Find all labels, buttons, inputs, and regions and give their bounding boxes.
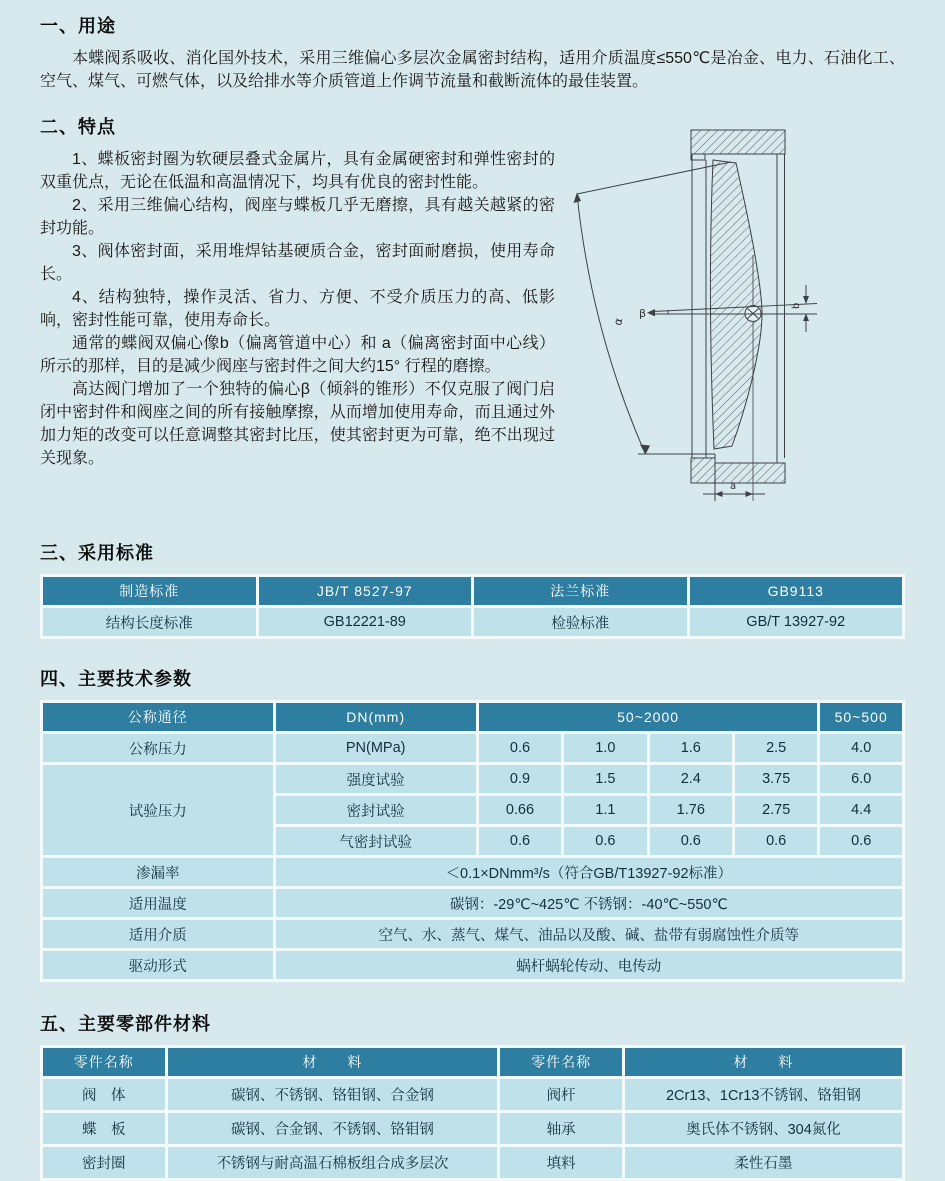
param-sub-cell: 强度试验 [276,765,476,793]
param-wide-cell: 空气、水、蒸气、煤气、油品以及酸、碱、盐带有弱腐蚀性介质等 [276,920,902,948]
table-row [43,1113,902,1144]
param-header-cell: 50~2000 [479,703,818,731]
param-value-cell: 0.6 [479,734,561,762]
table-row [43,734,902,762]
standards-cell: GB/T 13927-92 [690,608,903,636]
param-sub-cell: 密封试验 [276,796,476,824]
materials-heading: 五、主要零部件材料 [40,1014,211,1034]
alpha-label: α [611,316,626,327]
materials-header-cell: 零件名称 [500,1048,622,1076]
pipe-wall-bottom [691,458,785,483]
param-wide-cell: 蜗杆蜗轮传动、电传动 [276,951,902,979]
feature-paragraph: 2、采用三维偏心结构，阀座与蝶板几乎无磨擦，具有越关越紧的密封功能。 [40,197,555,237]
param-value-cell: 1.1 [564,796,646,824]
table-row [43,1048,902,1076]
materials-cell: 密封圈 [43,1147,165,1178]
table-row [43,951,902,979]
standards-header-cell: 制造标准 [43,577,256,605]
feature-paragraph: 1、蝶板密封圈为软硬层叠式金属片，具有金属硬密封和弹性密封的双重优点，无论在低温和高温情况下，均具有优良的密封性能。 [40,151,555,191]
table-row [43,703,902,731]
feature-paragraph: 通常的蝶阀双偏心像b（偏离管道中心）和 a（偏离密封面中心线）所示的那样，目的是减少阀座与密封件之间大约15° 行程的磨擦。 [40,335,555,375]
features-text [40,148,555,470]
materials-cell: 蝶 板 [43,1113,165,1144]
standards-cell: GB12221-89 [259,608,472,636]
param-label-cell: 驱动形式 [43,951,273,979]
param-header-cell: DN(mm) [276,703,476,731]
usage-heading: 一、用途 [40,16,116,36]
valve-cross-section-diagram [563,115,945,515]
table-row [43,889,902,917]
standards-heading: 三、采用标准 [40,543,154,563]
materials-header-cell: 材 料 [625,1048,902,1076]
param-sub-cell: PN(MPa) [276,734,476,762]
param-wide-cell: 碳钢：-29℃~425℃ 不锈钢：-40℃~550℃ [276,889,902,917]
feature-paragraph: 高达阀门增加了一个独特的偏心β（倾斜的锥形）不仅克服了阀门启闭中密封件和阀座之间的所有接触摩擦，从而增加使用寿命，而且通过外加力矩的改变可以任意调整其密封比压，使其密封更为可靠，绝不出现过关现象。 [40,381,555,467]
table-row [43,608,902,636]
beta-label: β [639,307,647,320]
feature-paragraph: 4、结构独特，操作灵活、省力、方便、不受介质压力的高、低影响，密封性能可靠，使用寿命长。 [40,289,555,329]
param-value-cell: 0.6 [820,827,902,855]
param-label-cell: 渗漏率 [43,858,273,886]
param-value-cell: 3.75 [735,765,817,793]
param-label-cell: 公称压力 [43,734,273,762]
param-wide-cell: ＜0.1×DNmm³/s（符合GB/T13927-92标准） [276,858,902,886]
materials-cell: 阀 体 [43,1079,165,1110]
param-sub-cell: 气密封试验 [276,827,476,855]
param-value-cell: 0.6 [479,827,561,855]
section-standards [40,539,905,639]
materials-cell: 奥氏体不锈钢、304氮化 [625,1113,902,1144]
param-value-cell: 0.6 [735,827,817,855]
param-value-cell: 0.66 [479,796,561,824]
param-value-cell: 4.0 [820,734,902,762]
table-row [43,1147,902,1178]
table-row [43,765,902,793]
features-heading: 二、特点 [40,117,116,137]
param-value-cell: 1.5 [564,765,646,793]
standards-cell: 结构长度标准 [43,608,256,636]
materials-cell: 2Cr13、1Cr13不锈钢、铬钼钢 [625,1079,902,1110]
parameters-heading: 四、主要技术参数 [40,669,192,689]
param-label-cell: 试验压力 [43,765,273,855]
materials-table [40,1045,905,1181]
section-usage [40,12,905,93]
standards-header-cell: GB9113 [690,577,903,605]
materials-cell: 碳钢、合金钢、不锈钢、铬钼钢 [168,1113,498,1144]
param-value-cell: 1.76 [650,796,732,824]
param-value-cell: 2.4 [650,765,732,793]
param-label-cell: 适用温度 [43,889,273,917]
param-value-cell: 2.5 [735,734,817,762]
param-label-cell: 适用介质 [43,920,273,948]
param-value-cell: 0.6 [564,827,646,855]
section-parameters [40,665,905,982]
materials-cell: 柔性石墨 [625,1147,902,1178]
a-label: a [730,481,737,492]
b-label: b [791,302,802,309]
section-materials [40,1010,905,1181]
pipe-wall-top [691,130,785,154]
standards-table [40,574,905,639]
table-row [43,858,902,886]
param-value-cell: 1.0 [564,734,646,762]
valve-disc [710,160,762,449]
param-value-cell: 0.6 [650,827,732,855]
param-value-cell: 0.9 [479,765,561,793]
param-value-cell: 2.75 [735,796,817,824]
table-row [43,920,902,948]
table-row [43,1079,902,1110]
param-value-cell: 4.4 [820,796,902,824]
parameters-table [40,700,905,982]
materials-cell: 不锈钢与耐高温石棉板组合成多层次 [168,1147,498,1178]
standards-cell: 检验标准 [474,608,687,636]
materials-header-cell: 材 料 [168,1048,498,1076]
param-value-cell: 6.0 [820,765,902,793]
materials-cell: 阀杆 [500,1079,622,1110]
param-header-cell: 50~500 [820,703,902,731]
standards-header-cell: 法兰标准 [474,577,687,605]
table-row [43,577,902,605]
param-value-cell: 1.6 [650,734,732,762]
feature-paragraph: 3、阀体密封面，采用堆焊钴基硬质合金，密封面耐磨损，使用寿命长。 [40,243,555,283]
section-features [40,113,905,517]
seat-lip-top [691,154,705,160]
materials-cell: 轴承 [500,1113,622,1144]
standards-header-cell: JB/T 8527-97 [259,577,472,605]
materials-cell: 碳钢、不锈钢、铬钼钢、合金钢 [168,1079,498,1110]
materials-header-cell: 零件名称 [43,1048,165,1076]
materials-cell: 填料 [500,1147,622,1178]
usage-paragraph: 本蝶阀系吸收、消化国外技术，采用三维偏心多层次金属密封结构，适用介质温度≤550℃是冶金、电力、石油化工、空气、煤气、可燃气体，以及给排水等介质管道上作调节流量和截断流体的最佳装置。 [40,50,905,90]
param-header-cell: 公称通径 [43,703,273,731]
